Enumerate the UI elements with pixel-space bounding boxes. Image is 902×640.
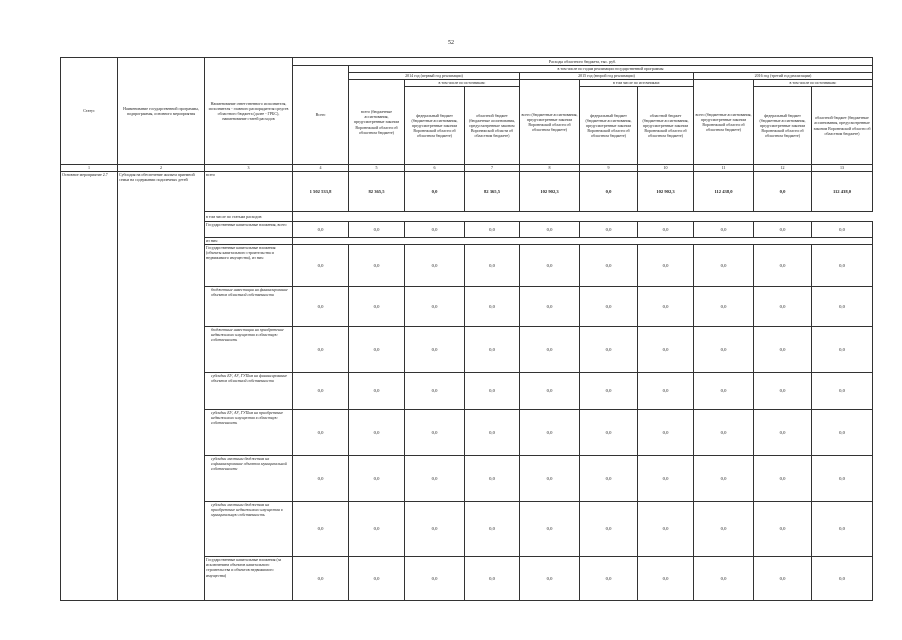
expense-item-value: 0,0 <box>638 327 694 373</box>
expense-item-value: 0,0 <box>405 557 465 601</box>
expense-item-value: 0,0 <box>754 287 812 327</box>
expense-item-label: субсидии БУ, АУ, ГУПам на приобретение недвижимого имущества в областную собственность <box>205 410 293 456</box>
expense-item-value: 0,0 <box>293 456 349 502</box>
header-year-2016: 2016 год (третий год реализации) <box>694 73 873 80</box>
expense-item-label: бюджетные инвестиции на приобретение недвижимого имущества в областную собственность <box>205 327 293 373</box>
expense-item-value: 0,0 <box>520 222 580 238</box>
expense-item-value: 0,0 <box>812 222 873 238</box>
expense-item-value: 0,0 <box>465 287 520 327</box>
expense-item-value: 0,0 <box>520 327 580 373</box>
expense-item-value: 0,0 <box>465 222 520 238</box>
expense-item-value: 0,0 <box>349 456 405 502</box>
expense-item-value: 0,0 <box>580 327 638 373</box>
expense-item-value: 0,0 <box>293 245 349 287</box>
expense-item-value: 0,0 <box>638 222 694 238</box>
expense-item-value: 0,0 <box>349 245 405 287</box>
expense-item-value: 0,0 <box>293 502 349 557</box>
measure-value: 0,0 <box>405 172 465 212</box>
expense-item-value: 0,0 <box>694 410 754 456</box>
column-number: 6 <box>405 165 465 172</box>
expense-item-value: 0,0 <box>405 327 465 373</box>
expense-item-value: 0,0 <box>465 502 520 557</box>
expense-item-value: 0,0 <box>638 557 694 601</box>
expense-item-label: субсидии БУ, АУ, ГУПам на финансирование объектов областной собственности <box>205 373 293 410</box>
expense-item-value: 0,0 <box>349 287 405 327</box>
expense-item-value: 0,0 <box>812 557 873 601</box>
expense-item-value: 0,0 <box>580 245 638 287</box>
header-federal-2014: федеральный бюджет (бюджетные ассигнования, предусмотренные законом Воронежской области об областном бюджете) <box>405 87 465 165</box>
expense-item-value: 0,0 <box>694 373 754 410</box>
expense-item-label: из них: <box>205 238 293 245</box>
expense-item-value: 0,0 <box>520 373 580 410</box>
header-year-2014: 2014 год (первый год реализации) <box>349 73 520 80</box>
column-number: 11 <box>694 165 754 172</box>
expense-item-value: 0,0 <box>638 245 694 287</box>
header-total-budget-2016: всего (бюджетные ассигнования, предусмотренные законом Воронежской области об областном бюджете) <box>694 80 754 165</box>
expense-item-label: Государственные капитальные вложения (за исключением объектов капитального строительства и объектов недвижимого имущества) <box>205 557 293 601</box>
expense-item-value: 0,0 <box>580 410 638 456</box>
expense-item-value: 0,0 <box>812 245 873 287</box>
measure-value: 1 502 533,8 <box>293 172 349 212</box>
header-sources-2015: в том числе по источникам: <box>580 80 694 87</box>
expense-item-value: 0,0 <box>465 557 520 601</box>
expense-item-value: 0,0 <box>405 287 465 327</box>
expense-item-value: 0,0 <box>754 557 812 601</box>
header-expenses-title: Расходы областного бюджета, тыс. руб. <box>293 58 873 66</box>
column-number: 13 <box>812 165 873 172</box>
expense-item-value: 0,0 <box>520 557 580 601</box>
expense-item-value: 0,0 <box>405 222 465 238</box>
expense-item-value: 0,0 <box>520 410 580 456</box>
header-status: Статус <box>61 58 118 165</box>
expense-item-value: 0,0 <box>293 327 349 373</box>
expense-item-value: 0,0 <box>754 456 812 502</box>
expense-item-value: 0,0 <box>465 410 520 456</box>
expense-item-value: 0,0 <box>520 456 580 502</box>
expense-item-value: 0,0 <box>293 410 349 456</box>
header-name: Наименование государственной программы, подпрограммы, основного мероприятия <box>118 58 205 165</box>
header-year-2015: 2015 год (второй год реализации) <box>520 73 694 80</box>
header-by-years: в том числе по годам реализации государственной программы <box>349 66 873 73</box>
expense-item-value: 0,0 <box>293 287 349 327</box>
column-number: 2 <box>118 165 205 172</box>
expense-item-label: бюджетные инвестиции на финансирование объектов областной собственности <box>205 287 293 327</box>
column-number: 7 <box>465 165 520 172</box>
page-number: 52 <box>448 40 454 46</box>
expense-item-value: 0,0 <box>694 327 754 373</box>
column-number: 12 <box>754 165 812 172</box>
expense-item-value: 0,0 <box>520 502 580 557</box>
expense-item-value: 0,0 <box>405 245 465 287</box>
expense-item-value: 0,0 <box>405 502 465 557</box>
measure-status: Основное мероприятие 2.7 <box>61 172 118 601</box>
expense-item-value: 0,0 <box>812 327 873 373</box>
expense-item-value: 0,0 <box>754 373 812 410</box>
expense-item-value: 0,0 <box>520 245 580 287</box>
expense-item-value: 0,0 <box>754 502 812 557</box>
expense-item-value: 0,0 <box>580 502 638 557</box>
measure-value: 112 438,0 <box>812 172 873 212</box>
measure-value: 102 902,3 <box>520 172 580 212</box>
expense-item-value: 0,0 <box>694 245 754 287</box>
expense-item-value: 0,0 <box>465 327 520 373</box>
expense-item-value: 0,0 <box>638 456 694 502</box>
expense-item-value: 0,0 <box>349 410 405 456</box>
empty-cell <box>293 238 873 245</box>
header-regional-2016: областной бюджет (бюджетные ассигнования, предусмотренные законом Воронежской области об областном бюджете) <box>812 87 873 165</box>
expense-item-value: 0,0 <box>580 222 638 238</box>
expense-item-label: субсидии местным бюджетам на приобретение недвижимого имущества в муниципальную собственность <box>205 502 293 557</box>
header-regional-2015: областной бюджет (бюджетные ассигнования, предусмотренные законом Воронежской области об областном бюджете) <box>638 87 694 165</box>
expense-item-value: 0,0 <box>293 557 349 601</box>
header-federal-2016: федеральный бюджет (бюджетные ассигнования, предусмотренные законом Воронежской области об областном бюджете) <box>754 87 812 165</box>
expense-item-value: 0,0 <box>812 502 873 557</box>
expense-item-value: 0,0 <box>405 410 465 456</box>
expense-item-value: 0,0 <box>694 502 754 557</box>
expense-item-value: 0,0 <box>694 287 754 327</box>
expense-item-value: 0,0 <box>754 245 812 287</box>
expense-item-value: 0,0 <box>812 373 873 410</box>
expense-item-value: 0,0 <box>638 287 694 327</box>
expense-item-value: 0,0 <box>293 222 349 238</box>
measure-value: 82 365,5 <box>349 172 405 212</box>
expense-item-label: субсидии местным бюджетам на софинансирование объектов муниципальной собственности <box>205 456 293 502</box>
by-expense-items-label: в том числе по статьям расходов: <box>205 212 293 222</box>
expense-item-value: 0,0 <box>349 222 405 238</box>
measure-name: Субсидия на обеспечение жильем приемной семьи на содержании подопечных детей <box>118 172 205 601</box>
header-total-budget-2015: всего (бюджетные ассигнования, предусмотренные законом Воронежской области об областном бюджете) <box>520 80 580 165</box>
expense-item-value: 0,0 <box>293 373 349 410</box>
expense-item-value: 0,0 <box>349 373 405 410</box>
budget-table <box>60 57 873 601</box>
header-regional-2014: областной бюджет (бюджетные ассигнования, предусмотренные законом Воронежской области об областном бюджете) <box>465 87 520 165</box>
expense-item-value: 0,0 <box>580 287 638 327</box>
expense-item-value: 0,0 <box>754 410 812 456</box>
expense-item-value: 0,0 <box>405 373 465 410</box>
expense-item-value: 0,0 <box>349 557 405 601</box>
header-executor: Наименование ответственного исполнителя, исполнителя - главного распорядителя средств областного бюджета (далее - ГРБС), наименование статей расходов <box>205 58 293 165</box>
header-total-budget-2014: всего (бюджетные ассигнования, предусмотренные законом Воронежской области об областном бюджете) <box>349 80 405 165</box>
measure-value: 102 902,3 <box>638 172 694 212</box>
header-federal-2015: федеральный бюджет (бюджетные ассигнования, предусмотренные законом Воронежской области об областном бюджете) <box>580 87 638 165</box>
measure-row-label: всего <box>205 172 293 212</box>
expense-item-value: 0,0 <box>638 410 694 456</box>
column-number: 1 <box>61 165 118 172</box>
expense-item-value: 0,0 <box>638 502 694 557</box>
expense-item-value: 0,0 <box>349 327 405 373</box>
expense-item-value: 0,0 <box>405 456 465 502</box>
expense-item-value: 0,0 <box>694 557 754 601</box>
expense-item-value: 0,0 <box>465 456 520 502</box>
column-number: 9 <box>580 165 638 172</box>
expense-item-value: 0,0 <box>580 557 638 601</box>
column-number: 5 <box>349 165 405 172</box>
expense-item-value: 0,0 <box>580 456 638 502</box>
expense-item-value: 0,0 <box>694 456 754 502</box>
column-number: 8 <box>520 165 580 172</box>
expense-item-label: Государственные капитальные вложения (объекты капитального строительства и недвижимого имущества), из них: <box>205 245 293 287</box>
header-sources-2016: в том числе по источникам: <box>754 80 873 87</box>
expense-item-value: 0,0 <box>465 245 520 287</box>
expense-item-value: 0,0 <box>465 373 520 410</box>
column-number: 10 <box>638 165 694 172</box>
expense-item-value: 0,0 <box>349 502 405 557</box>
header-sources-2014: в том числе по источникам: <box>405 80 520 87</box>
expense-item-label: Государственные капитальные вложения, всего <box>205 222 293 238</box>
expense-item-value: 0,0 <box>812 287 873 327</box>
expense-item-value: 0,0 <box>638 373 694 410</box>
column-number: 3 <box>205 165 293 172</box>
column-number: 4 <box>293 165 349 172</box>
expense-item-value: 0,0 <box>754 222 812 238</box>
measure-value: 0,0 <box>754 172 812 212</box>
measure-value: 82 365,5 <box>465 172 520 212</box>
measure-value: 0,0 <box>580 172 638 212</box>
expense-item-value: 0,0 <box>754 327 812 373</box>
expense-item-value: 0,0 <box>520 287 580 327</box>
expense-item-value: 0,0 <box>812 456 873 502</box>
measure-value: 112 438,0 <box>694 172 754 212</box>
expense-item-value: 0,0 <box>812 410 873 456</box>
expense-item-value: 0,0 <box>580 373 638 410</box>
expense-item-value: 0,0 <box>694 222 754 238</box>
header-total: Всего <box>293 66 349 165</box>
